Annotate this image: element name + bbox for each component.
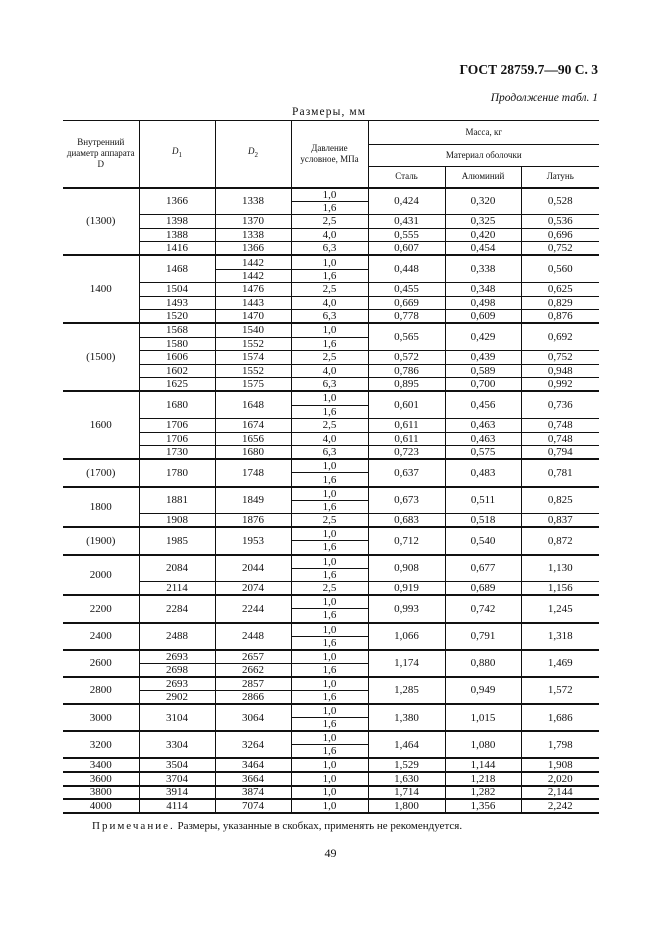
steel-mass-cell: 0,908: [368, 555, 445, 582]
d2-cell: 3664: [215, 772, 291, 786]
pressure-cell: 6,3: [291, 310, 368, 324]
d2-cell: 3464: [215, 758, 291, 772]
table-row: [63, 283, 599, 297]
note-text: Размеры, указанные в скобках, применять не рекомендуется.: [177, 820, 463, 832]
d2-cell: 1470: [215, 310, 291, 324]
inner-diameter-cell: 4000: [63, 799, 139, 813]
steel-mass-cell: 1,529: [368, 758, 445, 772]
aluminum-mass-cell: 0,325: [445, 215, 521, 229]
pressure-cell: 1,0: [291, 459, 368, 473]
d2-cell: 1748: [215, 459, 291, 486]
brass-mass-cell: 1,686: [521, 704, 599, 731]
header-brass: Латунь: [521, 167, 599, 188]
d1-cell: 2084: [139, 555, 215, 582]
steel-mass-cell: 0,669: [368, 296, 445, 310]
table-row: [63, 623, 599, 637]
brass-mass-cell: 0,536: [521, 215, 599, 229]
d1-cell: 2284: [139, 595, 215, 622]
d1-cell: 1504: [139, 283, 215, 297]
d2-cell: 1849: [215, 487, 291, 514]
pressure-cell: 1,6: [291, 663, 368, 677]
pressure-cell: 4,0: [291, 296, 368, 310]
pressure-cell: 1,0: [291, 758, 368, 772]
aluminum-mass-cell: 0,689: [445, 582, 521, 596]
d1-cell: 1908: [139, 514, 215, 528]
d2-cell: 1680: [215, 446, 291, 460]
steel-mass-cell: 1,066: [368, 623, 445, 650]
steel-mass-cell: 0,455: [368, 283, 445, 297]
table-row: [63, 188, 599, 202]
pressure-cell: 4,0: [291, 364, 368, 378]
steel-mass-cell: 0,919: [368, 582, 445, 596]
steel-mass-cell: 1,285: [368, 677, 445, 704]
inner-diameter-cell: 2600: [63, 650, 139, 677]
pressure-cell: 1,6: [291, 201, 368, 215]
d2-cell: 1648: [215, 391, 291, 418]
header-pressure: Давление условное, МПа: [291, 121, 368, 188]
steel-mass-cell: 1,630: [368, 772, 445, 786]
d1-cell: 1881: [139, 487, 215, 514]
inner-diameter-cell: 2400: [63, 623, 139, 650]
d2-cell: 3874: [215, 786, 291, 800]
steel-mass-cell: 1,714: [368, 786, 445, 800]
d2-cell: 2244: [215, 595, 291, 622]
d1-cell: 1416: [139, 242, 215, 256]
table-note: [92, 820, 462, 832]
inner-diameter-cell: (1900): [63, 527, 139, 554]
table-row: [63, 215, 599, 229]
d2-cell: 1574: [215, 351, 291, 365]
brass-mass-cell: 0,625: [521, 283, 599, 297]
table-row: [63, 446, 599, 460]
inner-diameter-cell: 3400: [63, 758, 139, 772]
pressure-cell: 1,0: [291, 391, 368, 405]
pressure-cell: 1,0: [291, 772, 368, 786]
table-row: [63, 555, 599, 569]
aluminum-mass-cell: 1,282: [445, 786, 521, 800]
brass-mass-cell: 0,825: [521, 487, 599, 514]
pressure-cell: 1,0: [291, 255, 368, 269]
brass-mass-cell: 0,781: [521, 459, 599, 486]
header-inner-diameter: Внутренний диаметр аппарата D: [63, 121, 139, 188]
inner-diameter-cell: (1300): [63, 188, 139, 256]
pressure-cell: 1,0: [291, 677, 368, 691]
inner-diameter-cell: 2000: [63, 555, 139, 596]
aluminum-mass-cell: 0,420: [445, 228, 521, 242]
table-row: [63, 296, 599, 310]
pressure-cell: 1,6: [291, 609, 368, 623]
table-row: [63, 677, 599, 691]
steel-mass-cell: 0,424: [368, 188, 445, 215]
pressure-cell: 1,0: [291, 527, 368, 541]
pressure-cell: 6,3: [291, 446, 368, 460]
brass-mass-cell: 1,908: [521, 758, 599, 772]
brass-mass-cell: 0,948: [521, 364, 599, 378]
d1-cell: 1602: [139, 364, 215, 378]
aluminum-mass-cell: 0,949: [445, 677, 521, 704]
d1-cell: 1366: [139, 188, 215, 215]
header-steel: Сталь: [368, 167, 445, 188]
d2-cell: 1575: [215, 378, 291, 392]
sizes-label: Размеры, мм: [292, 106, 367, 118]
aluminum-mass-cell: 0,880: [445, 650, 521, 677]
aluminum-mass-cell: 0,518: [445, 514, 521, 528]
header-d1: $D_1$: [139, 121, 215, 188]
d2-cell: 1370: [215, 215, 291, 229]
table-row: [63, 772, 599, 786]
steel-mass-cell: 0,572: [368, 351, 445, 365]
steel-mass-cell: 1,464: [368, 731, 445, 758]
d1-cell: 3304: [139, 731, 215, 758]
aluminum-mass-cell: 0,429: [445, 323, 521, 350]
pressure-cell: 1,6: [291, 269, 368, 283]
pressure-cell: 1,0: [291, 786, 368, 800]
aluminum-mass-cell: 0,511: [445, 487, 521, 514]
steel-mass-cell: 0,712: [368, 527, 445, 554]
d2-cell: 1366: [215, 242, 291, 256]
aluminum-mass-cell: 0,463: [445, 432, 521, 446]
steel-mass-cell: 0,993: [368, 595, 445, 622]
aluminum-mass-cell: 1,080: [445, 731, 521, 758]
table-row: [63, 419, 599, 433]
d2-cell: 3064: [215, 704, 291, 731]
d2-cell: 1338: [215, 228, 291, 242]
aluminum-mass-cell: 0,456: [445, 391, 521, 418]
d1-cell: 2693: [139, 650, 215, 664]
table-row: [63, 228, 599, 242]
table-row: [63, 310, 599, 324]
table-row: [63, 582, 599, 596]
aluminum-mass-cell: 0,700: [445, 378, 521, 392]
steel-mass-cell: 0,673: [368, 487, 445, 514]
d2-cell: 2657: [215, 650, 291, 664]
d1-cell: 1398: [139, 215, 215, 229]
d1-cell: 1706: [139, 419, 215, 433]
brass-mass-cell: 2,020: [521, 772, 599, 786]
d2-cell: 1338: [215, 188, 291, 215]
pressure-cell: 4,0: [291, 432, 368, 446]
pressure-cell: 1,6: [291, 718, 368, 732]
inner-diameter-cell: (1500): [63, 323, 139, 391]
page-number: 49: [324, 846, 337, 860]
table-row: [63, 731, 599, 745]
brass-mass-cell: 1,318: [521, 623, 599, 650]
table-row: [63, 323, 599, 337]
pressure-cell: 1,6: [291, 473, 368, 487]
table-row: [63, 459, 599, 473]
inner-diameter-cell: 3600: [63, 772, 139, 786]
d1-cell: 1520: [139, 310, 215, 324]
d2-cell: 1552: [215, 337, 291, 351]
pressure-cell: 1,6: [291, 405, 368, 419]
pressure-cell: 1,6: [291, 745, 368, 759]
pressure-cell: 1,6: [291, 337, 368, 351]
steel-mass-cell: 1,800: [368, 799, 445, 813]
table-row: [63, 786, 599, 800]
aluminum-mass-cell: 0,320: [445, 188, 521, 215]
inner-diameter-cell: 3800: [63, 786, 139, 800]
d1-cell: 2698: [139, 663, 215, 677]
brass-mass-cell: 2,144: [521, 786, 599, 800]
pressure-cell: 1,0: [291, 799, 368, 813]
d2-cell: 1540: [215, 323, 291, 337]
brass-mass-cell: 0,752: [521, 242, 599, 256]
table-continuation-label: Продолжение табл. 1: [490, 92, 598, 104]
pressure-cell: 1,0: [291, 188, 368, 202]
brass-mass-cell: 0,794: [521, 446, 599, 460]
d2-cell: 1552: [215, 364, 291, 378]
d2-cell: 7074: [215, 799, 291, 813]
inner-diameter-cell: 1800: [63, 487, 139, 528]
steel-mass-cell: 0,637: [368, 459, 445, 486]
table-row: [63, 595, 599, 609]
table-row: [63, 242, 599, 256]
header-material: Материал оболочки: [368, 145, 599, 167]
table-row: [63, 527, 599, 541]
pressure-cell: 1,6: [291, 568, 368, 582]
d1-cell: 1468: [139, 255, 215, 282]
aluminum-mass-cell: 0,742: [445, 595, 521, 622]
brass-mass-cell: 0,736: [521, 391, 599, 418]
pressure-cell: 2,5: [291, 215, 368, 229]
pressure-cell: 4,0: [291, 228, 368, 242]
d1-cell: 1780: [139, 459, 215, 486]
document-reference: ГОСТ 28759.7—90 С. 3: [459, 62, 598, 77]
d1-cell: 1680: [139, 391, 215, 418]
steel-mass-cell: 1,380: [368, 704, 445, 731]
inner-diameter-cell: 1600: [63, 391, 139, 459]
d2-cell: 3264: [215, 731, 291, 758]
pressure-cell: 1,0: [291, 731, 368, 745]
steel-mass-cell: 1,174: [368, 650, 445, 677]
d1-cell: 1606: [139, 351, 215, 365]
aluminum-mass-cell: 1,015: [445, 704, 521, 731]
pressure-cell: 2,5: [291, 283, 368, 297]
steel-mass-cell: 0,786: [368, 364, 445, 378]
inner-diameter-cell: 2800: [63, 677, 139, 704]
d2-cell: 2044: [215, 555, 291, 582]
pressure-cell: 2,5: [291, 582, 368, 596]
inner-diameter-cell: 3200: [63, 731, 139, 758]
table-row: [63, 378, 599, 392]
aluminum-mass-cell: 0,589: [445, 364, 521, 378]
aluminum-mass-cell: 0,575: [445, 446, 521, 460]
brass-mass-cell: 2,242: [521, 799, 599, 813]
brass-mass-cell: 0,876: [521, 310, 599, 324]
brass-mass-cell: 0,692: [521, 323, 599, 350]
aluminum-mass-cell: 1,356: [445, 799, 521, 813]
pressure-cell: 2,5: [291, 419, 368, 433]
aluminum-mass-cell: 0,463: [445, 419, 521, 433]
d1-cell: 4114: [139, 799, 215, 813]
aluminum-mass-cell: 0,677: [445, 555, 521, 582]
header-aluminum: Алюминий: [445, 167, 521, 188]
dimensions-table: [63, 120, 599, 814]
table-row: [63, 487, 599, 501]
d1-cell: 1388: [139, 228, 215, 242]
steel-mass-cell: 0,778: [368, 310, 445, 324]
steel-mass-cell: 0,895: [368, 378, 445, 392]
aluminum-mass-cell: 1,144: [445, 758, 521, 772]
d1-cell: 2693: [139, 677, 215, 691]
d2-cell: 1876: [215, 514, 291, 528]
d1-cell: 1568: [139, 323, 215, 337]
pressure-cell: 1,6: [291, 500, 368, 514]
pressure-cell: 2,5: [291, 351, 368, 365]
pressure-cell: 6,3: [291, 242, 368, 256]
brass-mass-cell: 0,748: [521, 419, 599, 433]
aluminum-mass-cell: 0,609: [445, 310, 521, 324]
pressure-cell: 1,0: [291, 704, 368, 718]
d2-cell: 2074: [215, 582, 291, 596]
brass-mass-cell: 1,130: [521, 555, 599, 582]
steel-mass-cell: 0,723: [368, 446, 445, 460]
aluminum-mass-cell: 0,439: [445, 351, 521, 365]
pressure-cell: 1,6: [291, 636, 368, 650]
brass-mass-cell: 0,748: [521, 432, 599, 446]
note-label: Примечание.: [92, 820, 175, 832]
pressure-cell: 2,5: [291, 514, 368, 528]
header-d2: $D_2$: [215, 121, 291, 188]
table-row: [63, 351, 599, 365]
inner-diameter-cell: (1700): [63, 459, 139, 486]
steel-mass-cell: 0,601: [368, 391, 445, 418]
d2-cell: 1476: [215, 283, 291, 297]
d1-cell: 3914: [139, 786, 215, 800]
brass-mass-cell: 0,560: [521, 255, 599, 282]
d2-cell: 1443: [215, 296, 291, 310]
d2-cell: 1442: [215, 269, 291, 283]
aluminum-mass-cell: 0,483: [445, 459, 521, 486]
aluminum-mass-cell: 0,338: [445, 255, 521, 282]
d1-cell: 1985: [139, 527, 215, 554]
table-row: [63, 650, 599, 664]
d2-cell: 1953: [215, 527, 291, 554]
brass-mass-cell: 0,992: [521, 378, 599, 392]
brass-mass-cell: 0,829: [521, 296, 599, 310]
d2-cell: 2448: [215, 623, 291, 650]
inner-diameter-cell: 2200: [63, 595, 139, 622]
table-row: [63, 799, 599, 813]
brass-mass-cell: 1,572: [521, 677, 599, 704]
d1-cell: 2902: [139, 690, 215, 704]
table-row: [63, 255, 599, 269]
inner-diameter-cell: 1400: [63, 255, 139, 323]
pressure-cell: 6,3: [291, 378, 368, 392]
aluminum-mass-cell: 0,540: [445, 527, 521, 554]
d2-cell: 1442: [215, 255, 291, 269]
d1-cell: 1730: [139, 446, 215, 460]
pressure-cell: 1,0: [291, 595, 368, 609]
d2-cell: 2857: [215, 677, 291, 691]
aluminum-mass-cell: 0,454: [445, 242, 521, 256]
d1-cell: 1493: [139, 296, 215, 310]
brass-mass-cell: 0,528: [521, 188, 599, 215]
table-row: [63, 432, 599, 446]
pressure-cell: 1,0: [291, 323, 368, 337]
table-row: [63, 364, 599, 378]
steel-mass-cell: 0,683: [368, 514, 445, 528]
pressure-cell: 1,0: [291, 487, 368, 501]
pressure-cell: 1,0: [291, 555, 368, 569]
steel-mass-cell: 0,448: [368, 255, 445, 282]
table-row: [63, 758, 599, 772]
d1-cell: 1706: [139, 432, 215, 446]
brass-mass-cell: 1,798: [521, 731, 599, 758]
d1-cell: 1625: [139, 378, 215, 392]
table-row: [63, 391, 599, 405]
steel-mass-cell: 0,565: [368, 323, 445, 350]
inner-diameter-cell: 3000: [63, 704, 139, 731]
d2-cell: 1656: [215, 432, 291, 446]
brass-mass-cell: 0,752: [521, 351, 599, 365]
pressure-cell: 1,6: [291, 541, 368, 555]
table-row: [63, 704, 599, 718]
table-row: [63, 514, 599, 528]
aluminum-mass-cell: 0,348: [445, 283, 521, 297]
d1-cell: 2488: [139, 623, 215, 650]
header-mass: Масса, кг: [368, 121, 599, 145]
d1-cell: 2114: [139, 582, 215, 596]
d1-cell: 3704: [139, 772, 215, 786]
brass-mass-cell: 0,696: [521, 228, 599, 242]
pressure-cell: 1,0: [291, 650, 368, 664]
brass-mass-cell: 1,245: [521, 595, 599, 622]
brass-mass-cell: 0,872: [521, 527, 599, 554]
brass-mass-cell: 1,469: [521, 650, 599, 677]
brass-mass-cell: 1,156: [521, 582, 599, 596]
steel-mass-cell: 0,431: [368, 215, 445, 229]
steel-mass-cell: 0,611: [368, 432, 445, 446]
d1-cell: 3104: [139, 704, 215, 731]
steel-mass-cell: 0,607: [368, 242, 445, 256]
d1-cell: 3504: [139, 758, 215, 772]
d1-cell: 1580: [139, 337, 215, 351]
aluminum-mass-cell: 1,218: [445, 772, 521, 786]
aluminum-mass-cell: 0,498: [445, 296, 521, 310]
steel-mass-cell: 0,555: [368, 228, 445, 242]
steel-mass-cell: 0,611: [368, 419, 445, 433]
pressure-cell: 1,0: [291, 623, 368, 637]
d2-cell: 2662: [215, 663, 291, 677]
pressure-cell: 1,6: [291, 690, 368, 704]
d2-cell: 2866: [215, 690, 291, 704]
d2-cell: 1674: [215, 419, 291, 433]
brass-mass-cell: 0,837: [521, 514, 599, 528]
aluminum-mass-cell: 0,791: [445, 623, 521, 650]
